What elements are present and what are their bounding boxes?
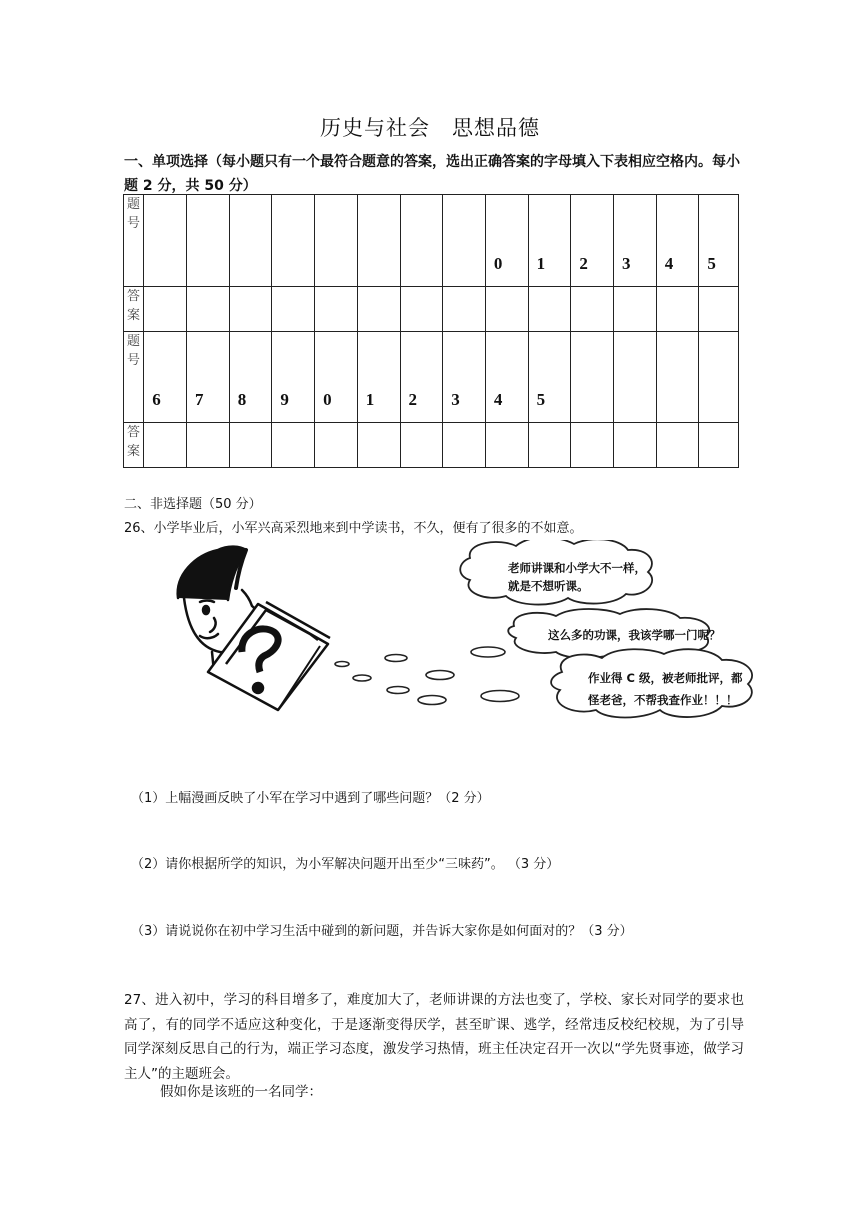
answer-cell[interactable] [144,287,187,332]
answer-cell[interactable] [443,423,486,468]
row-label-answer: 答案 [124,423,144,468]
question-number-row-1 [124,195,739,287]
answer-cell[interactable] [571,423,614,468]
answer-cell[interactable] [528,423,571,468]
question-number-cell: 4 [656,195,699,287]
answer-cell[interactable] [144,423,187,468]
answer-cell[interactable] [272,423,315,468]
question-number-cell [699,332,739,423]
bubble-1-line-1: 老师讲课和小学大不一样， [508,561,646,575]
question-number-cell: 7 [186,332,229,423]
page-title: 历史与社会 思想品德 [320,116,540,140]
question-number-cell [443,195,486,287]
question-number-cell: 1 [528,195,571,287]
answer-cell[interactable] [400,287,443,332]
bubble-2-text: 这么多的功课，我该学哪一门呢？ [548,628,721,642]
question-number-cell: 1 [357,332,400,423]
question-number-cell [144,195,187,287]
thought-dots [335,647,519,705]
section2-heading: 二、非选择题（50 分） [124,497,262,512]
question-number-cell [315,195,358,287]
question-number-cell: 2 [571,195,614,287]
answer-cell[interactable] [614,287,657,332]
answer-cell[interactable] [272,287,315,332]
answer-cell[interactable] [443,287,486,332]
row-label-question: 题号 [124,195,144,287]
answer-cell[interactable] [485,423,528,468]
row-label-answer: 答案 [124,287,144,332]
answer-cell[interactable] [400,423,443,468]
answer-cell[interactable] [528,287,571,332]
answer-row-1 [124,287,739,332]
answer-row-2 [124,423,739,468]
question-number-cell: 9 [272,332,315,423]
answer-cell[interactable] [699,423,739,468]
question-26-sub-3: （3）请说说你在初中学习生活中碰到的新问题，并告诉大家你是如何面对的？（3 分） [131,924,633,939]
question-number-cell: 3 [614,195,657,287]
answer-cell[interactable] [357,423,400,468]
answer-cell[interactable] [315,423,358,468]
question-number-cell: 5 [528,332,571,423]
answer-cell[interactable] [186,423,229,468]
answer-cell[interactable] [571,287,614,332]
answer-cell[interactable] [699,287,739,332]
question-number-cell: 8 [229,332,272,423]
question-number-cell [571,332,614,423]
section1-heading: 一、单项选择（每小题只有一个最符合题意的答案，选出正确答案的字母填入下表相应空格内。每小题 2 分，共 50 分） [124,154,740,194]
answer-cell[interactable] [186,287,229,332]
question-number-cell: 5 [699,195,739,287]
answer-cell[interactable] [485,287,528,332]
question-paper-icon [208,602,330,710]
answer-cell[interactable] [656,287,699,332]
question-26-stem: 26、小学毕业后，小军兴高采烈地来到中学读书，不久，便有了很多的不如意。 [124,521,583,536]
answer-cell[interactable] [614,423,657,468]
question-number-cell [186,195,229,287]
answer-cell[interactable] [229,423,272,468]
question-number-row-2 [124,332,739,423]
bubble-3-line-1: 作业得 C 级，被老师批评，都 [588,671,743,685]
bubble-3-line-2: 怪老爸，不帮我查作业！！！ [588,693,738,707]
question-number-cell [400,195,443,287]
question-number-cell [357,195,400,287]
question-number-cell: 6 [144,332,187,423]
question-number-cell: 0 [315,332,358,423]
bubble-1-line-2: 就是不想听课。 [508,579,589,593]
question-number-cell: 4 [485,332,528,423]
answer-cell[interactable] [656,423,699,468]
answer-cell[interactable] [229,287,272,332]
question-number-cell: 2 [400,332,443,423]
question-26-sub-1: （1）上幅漫画反映了小军在学习中遇到了哪些问题？（2 分） [131,791,490,806]
row-label-question: 题号 [124,332,144,423]
question-26-sub-2: （2）请你根据所学的知识，为小军解决问题开出至少“三味药”。 （3 分） [131,857,560,872]
question-number-cell [229,195,272,287]
question-number-cell: 3 [443,332,486,423]
answer-cell[interactable] [357,287,400,332]
question-number-cell [614,332,657,423]
question-27-line-2: 假如你是该班的一名同学： [160,1084,322,1100]
question-number-cell [272,195,315,287]
answer-grid [123,194,739,468]
question-27-stem: 27、进入初中，学习的科目增多了，难度加大了，老师讲课的方法也变了，学校、家长对同学的要求也高了，有的同学不适应这种变化，于是逐渐变得厌学，甚至旷课、逃学，经常违反校纪校规，为了引导同学深刻反思自己的行为，端正学习态度，激发学习热情，班主任决定召开一次以“学先贤事迹，做学习主人”的主题班会。 [124,992,744,1082]
answer-cell[interactable] [315,287,358,332]
cartoon-illustration [170,540,820,740]
question-number-cell [656,332,699,423]
question-number-cell: 0 [485,195,528,287]
